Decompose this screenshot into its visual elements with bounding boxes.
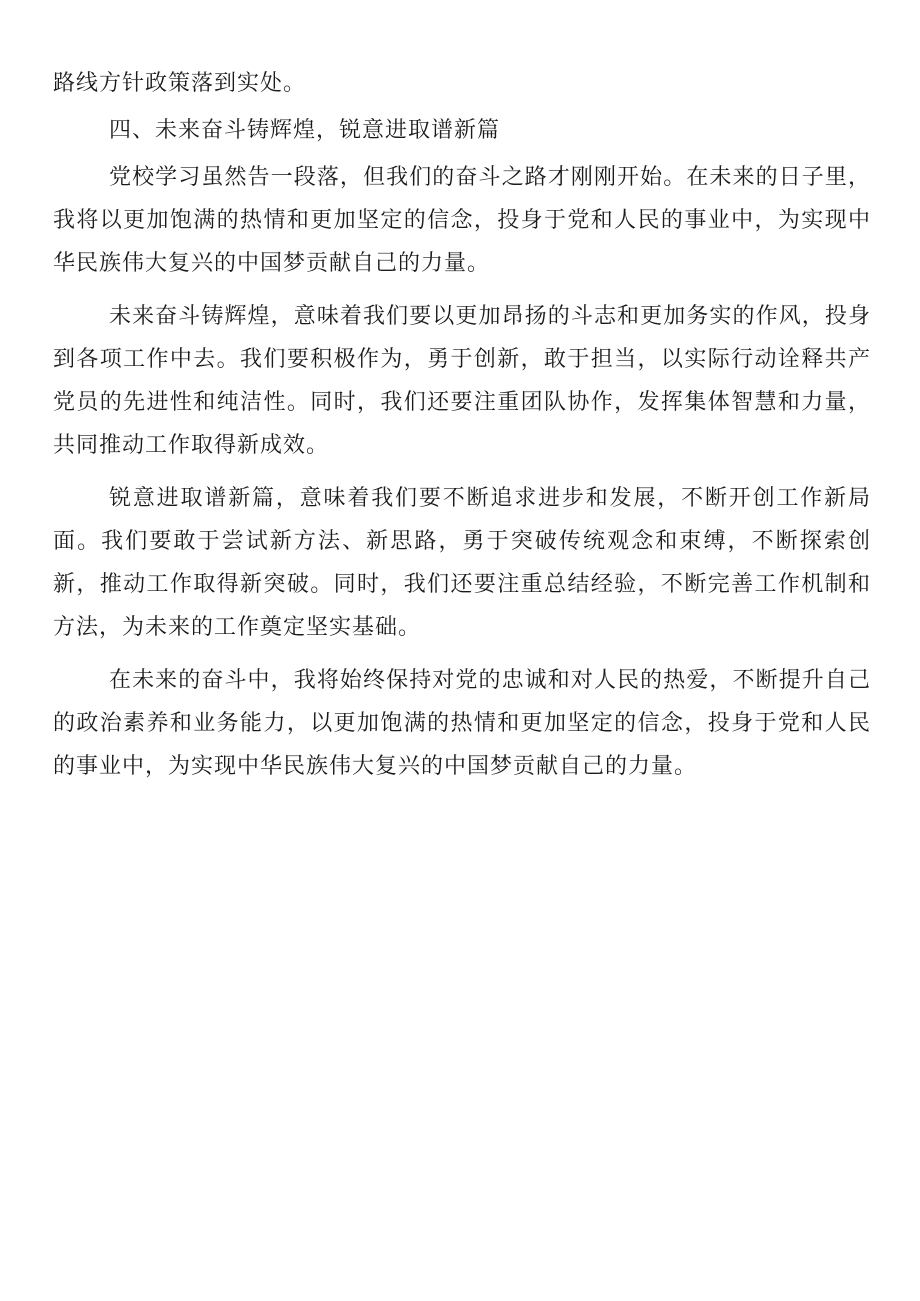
document-body xyxy=(53,62,871,788)
body-paragraph-2: 未来奋斗铸辉煌，意味着我们要以更加昂扬的斗志和更加务实的作风，投身到各项工作中去。我们要积极作为，勇于创新，敢于担当，以实际行动诠释共产党员的先进性和纯洁性。同时，我们还要注重团队协作，发挥集体智慧和力量，共同推动工作取得新成效。 xyxy=(53,304,871,458)
body-paragraph-3: 锐意进取谱新篇，意味着我们要不断追求进步和发展，不断开创工作新局面。我们要敢于尝试新方法、新思路，勇于突破传统观念和束缚，不断探索创新，推动工作取得新突破。同时，我们还要注重总结经验，不断完善工作机制和方法，为未来的工作奠定坚实基础。 xyxy=(53,486,871,640)
body-paragraph-1: 党校学习虽然告一段落，但我们的奋斗之路才刚刚开始。在未来的日子里，我将以更加饱满的热情和更加坚定的信念，投身于党和人民的事业中，为实现中华民族伟大复兴的中国梦贡献自己的力量。 xyxy=(53,165,871,276)
section-heading: 四、未来奋斗铸辉煌，锐意进取谱新篇 xyxy=(109,118,501,143)
body-paragraph-4: 在未来的奋斗中，我将始终保持对党的忠诚和对人民的热爱，不断提升自己的政治素养和业务能力，以更加饱满的热情和更加坚定的信念，投身于党和人民的事业中，为实现中华民族伟大复兴的中国梦贡献自己的力量。 xyxy=(53,668,871,779)
continuation-text: 路线方针政策落到实处。 xyxy=(53,71,307,96)
